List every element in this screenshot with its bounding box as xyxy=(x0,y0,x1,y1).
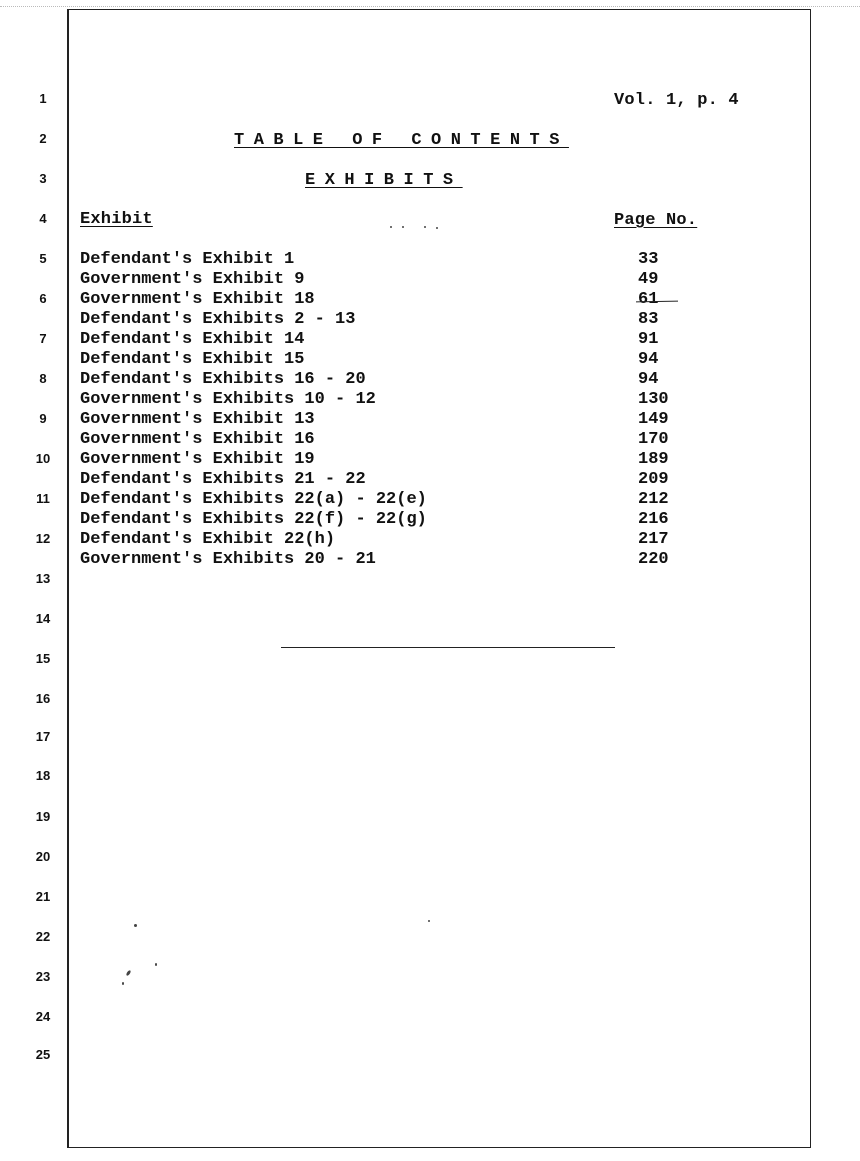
line-number: 2 xyxy=(39,131,47,146)
line-number: 11 xyxy=(36,491,50,506)
line-number: 7 xyxy=(39,331,47,346)
exhibit-name: Government's Exhibits 20 - 21 xyxy=(80,550,376,569)
line-number: 1 xyxy=(39,91,47,106)
exhibit-name: Government's Exhibit 13 xyxy=(80,410,315,429)
exhibit-page-number: 83 xyxy=(638,310,659,329)
exhibit-page-number: 49 xyxy=(638,270,659,289)
scan-speck xyxy=(134,924,137,927)
exhibit-name: Defendant's Exhibits 22(a) - 22(e) xyxy=(80,490,427,509)
exhibit-name: Defendant's Exhibit 14 xyxy=(80,330,305,349)
horizontal-rule xyxy=(281,647,615,648)
line-number: 8 xyxy=(39,371,47,386)
scan-speck xyxy=(402,226,404,228)
exhibit-page-number: 209 xyxy=(638,470,669,489)
exhibit-name: Government's Exhibit 18 xyxy=(80,290,315,309)
scan-speck xyxy=(436,227,438,229)
line-number: 20 xyxy=(35,849,51,864)
line-number: 15 xyxy=(35,651,51,666)
exhibit-page-number: 91 xyxy=(638,330,659,349)
line-number: 17 xyxy=(35,729,51,744)
scan-speck xyxy=(122,982,124,985)
scan-speck xyxy=(390,226,392,228)
line-number: 13 xyxy=(35,571,51,586)
scan-speck xyxy=(428,920,430,922)
exhibit-name: Defendant's Exhibits 21 - 22 xyxy=(80,470,366,489)
scan-speck xyxy=(155,963,157,966)
exhibit-page-number: 217 xyxy=(638,530,669,549)
exhibit-page-number: 220 xyxy=(638,550,669,569)
column-header-exhibit: Exhibit xyxy=(80,210,153,229)
exhibit-page-number: 94 xyxy=(638,350,659,369)
line-number: 19 xyxy=(35,809,51,824)
scan-speck xyxy=(424,226,426,228)
page-title: TABLE OF CONTENTS xyxy=(234,131,569,150)
line-number: 14 xyxy=(35,611,51,626)
volume-reference: Vol. 1, p. 4 xyxy=(614,91,739,110)
exhibit-page-number: 130 xyxy=(638,390,669,409)
line-number: 22 xyxy=(35,929,51,944)
exhibit-name: Defendant's Exhibits 22(f) - 22(g) xyxy=(80,510,427,529)
line-number: 4 xyxy=(39,211,47,226)
exhibit-name: Defendant's Exhibit 22(h) xyxy=(80,530,336,549)
exhibit-page-number: 189 xyxy=(638,450,669,469)
exhibit-name: Government's Exhibit 19 xyxy=(80,450,315,469)
exhibit-name: Defendant's Exhibits 16 - 20 xyxy=(80,370,366,389)
exhibit-name: Defendant's Exhibits 2 - 13 xyxy=(80,310,356,329)
exhibit-page-number: 149 xyxy=(638,410,669,429)
line-number: 18 xyxy=(35,768,51,783)
exhibit-name: Government's Exhibit 16 xyxy=(80,430,315,449)
line-number: 6 xyxy=(39,291,47,306)
line-number: 21 xyxy=(35,889,51,904)
exhibit-page-number: 170 xyxy=(638,430,669,449)
line-number: 9 xyxy=(39,411,47,426)
exhibit-name: Government's Exhibit 9 xyxy=(80,270,305,289)
exhibit-name: Government's Exhibits 10 - 12 xyxy=(80,390,376,409)
section-subtitle: EXHIBITS xyxy=(305,171,463,190)
line-number: 25 xyxy=(35,1047,51,1062)
top-dotted-line xyxy=(0,6,860,7)
exhibit-name: Defendant's Exhibit 15 xyxy=(80,350,305,369)
exhibit-page-number: 94 xyxy=(638,370,659,389)
exhibit-name: Defendant's Exhibit 1 xyxy=(80,250,295,269)
line-number: 12 xyxy=(35,531,51,546)
exhibit-page-number: 61 xyxy=(638,290,659,309)
line-number: 16 xyxy=(35,691,51,706)
exhibit-page-number: 212 xyxy=(638,490,669,509)
line-number: 3 xyxy=(39,171,47,186)
exhibit-page-number: 216 xyxy=(638,510,669,529)
column-header-page: Page No. xyxy=(614,211,698,230)
line-number: 10 xyxy=(35,451,51,466)
exhibit-page-number: 33 xyxy=(638,250,659,269)
line-number: 24 xyxy=(35,1009,51,1024)
line-number: 23 xyxy=(35,969,51,984)
line-number: 5 xyxy=(39,251,47,266)
